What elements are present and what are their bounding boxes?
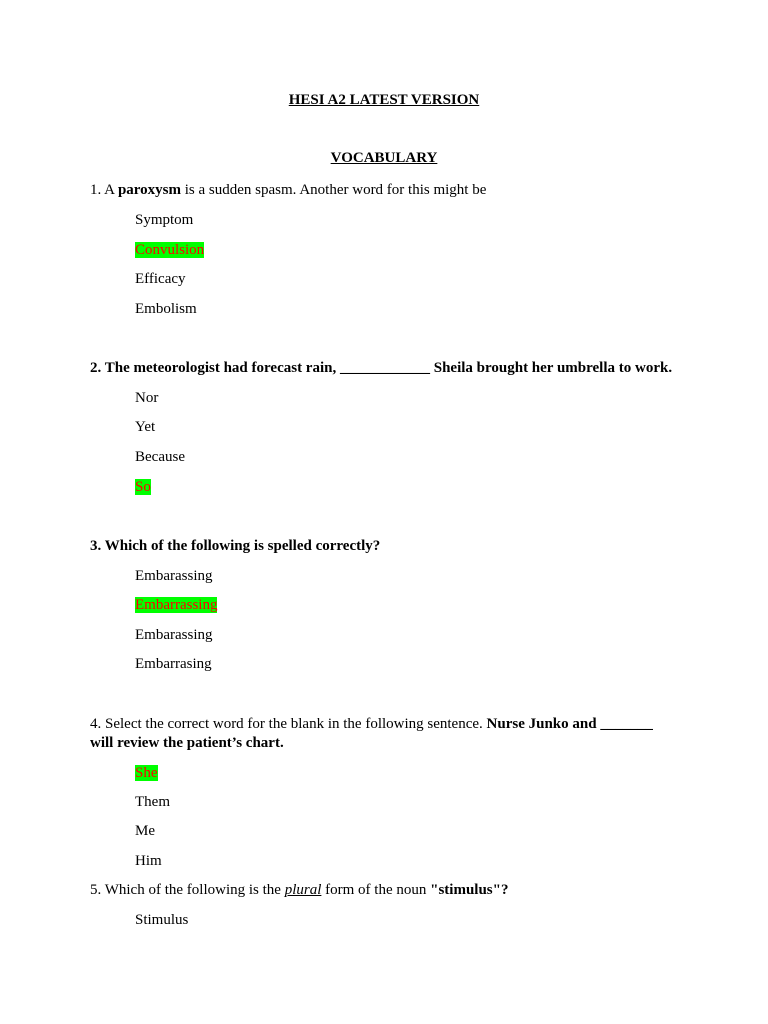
correct-answer-highlight: So	[135, 479, 151, 495]
question-1-option-a[interactable]: Symptom	[135, 212, 194, 228]
question-1-text: is a sudden spasm. Another word for this might be	[181, 182, 487, 198]
question-1-number: 1. A	[90, 182, 118, 198]
question-4-option-b[interactable]: Them	[135, 794, 170, 810]
question-2-option-d[interactable]	[135, 478, 151, 497]
question-1-term: paroxysm	[117, 182, 181, 198]
correct-answer-highlight: Embarrassing	[135, 597, 218, 613]
question-1-option-d[interactable]: Embolism	[135, 301, 197, 317]
question-2-option-a[interactable]: Nor	[135, 390, 159, 406]
question-1-option-c[interactable]: Efficacy	[135, 271, 186, 287]
question-5-text: 5. Which of the following is the	[90, 882, 285, 898]
question-2: 2. The meteorologist had forecast rain, ____________ Sheila brought her umbrella to work.	[90, 360, 673, 376]
question-4	[90, 715, 670, 753]
question-3-option-b[interactable]	[135, 596, 217, 615]
question-2-option-b[interactable]: Yet	[135, 419, 156, 435]
question-5-mid: form of the noun	[321, 882, 431, 898]
question-1-option-b[interactable]	[135, 241, 204, 260]
question-4-option-d[interactable]: Him	[135, 853, 162, 869]
question-2-option-c[interactable]: Because	[135, 449, 185, 465]
question-5-option-a[interactable]: Stimulus	[135, 912, 189, 928]
question-4-sentence: Nurse Junko and _______ will review the patient’s chart.	[90, 716, 653, 751]
question-4-text: 4. Select the correct word for the blank in the following sentence.	[90, 716, 487, 732]
question-5-plural: plural	[284, 882, 322, 898]
question-4-option-c[interactable]: Me	[135, 823, 155, 839]
section-title: VOCABULARY	[330, 150, 438, 166]
question-4-option-a[interactable]	[135, 764, 158, 783]
question-5-noun: "stimulus"?	[430, 882, 509, 898]
question-5	[90, 881, 690, 900]
correct-answer-highlight: Convulsion	[135, 242, 205, 258]
question-3-option-a[interactable]: Embarassing	[135, 568, 213, 584]
correct-answer-highlight: She	[135, 765, 158, 781]
question-3: 3. Which of the following is spelled correctly?	[90, 538, 381, 554]
document-title: HESI A2 LATEST VERSION	[288, 92, 480, 108]
question-3-option-c[interactable]: Embarassing	[135, 627, 213, 643]
question-3-option-d[interactable]: Embarrasing	[135, 656, 212, 672]
question-1	[90, 181, 690, 200]
